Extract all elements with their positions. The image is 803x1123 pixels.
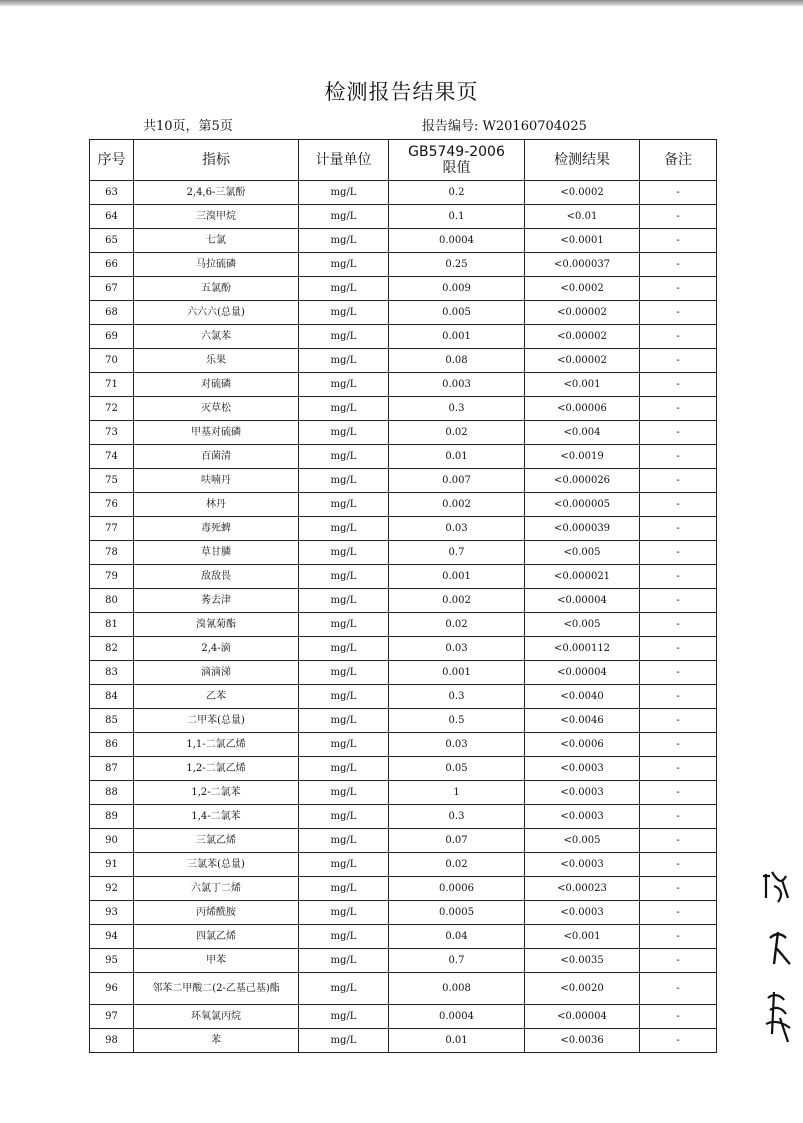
row-note: - — [640, 973, 717, 1005]
table-row — [90, 925, 717, 949]
row-result: <0.0006 — [525, 733, 640, 757]
row-indicator: 三溴甲烷 — [134, 205, 299, 229]
row-no: 92 — [90, 877, 134, 901]
row-result: <0.001 — [525, 925, 640, 949]
row-limit: 0.007 — [389, 469, 525, 493]
row-limit: 0.005 — [389, 301, 525, 325]
table-row — [90, 901, 717, 925]
row-result: <0.005 — [525, 829, 640, 853]
row-unit: mg/L — [299, 301, 389, 325]
row-limit: 0.04 — [389, 925, 525, 949]
row-limit: 0.1 — [389, 205, 525, 229]
header-unit: 计量单位 — [299, 140, 389, 181]
row-no: 69 — [90, 325, 134, 349]
row-note: - — [640, 733, 717, 757]
row-note: - — [640, 493, 717, 517]
row-limit: 0.0005 — [389, 901, 525, 925]
row-result: <0.005 — [525, 613, 640, 637]
row-indicator: 林丹 — [134, 493, 299, 517]
row-no: 73 — [90, 421, 134, 445]
row-unit: mg/L — [299, 349, 389, 373]
row-note: - — [640, 1005, 717, 1029]
row-note: - — [640, 661, 717, 685]
row-no: 93 — [90, 901, 134, 925]
table-row — [90, 829, 717, 853]
row-indicator: 1,2-二氯苯 — [134, 781, 299, 805]
table-row — [90, 853, 717, 877]
table-header-row — [90, 140, 717, 181]
row-no: 71 — [90, 373, 134, 397]
row-unit: mg/L — [299, 949, 389, 973]
row-result: <0.00004 — [525, 661, 640, 685]
row-indicator: 莠去津 — [134, 589, 299, 613]
row-unit: mg/L — [299, 589, 389, 613]
row-no: 70 — [90, 349, 134, 373]
row-indicator: 1,1-二氯乙烯 — [134, 733, 299, 757]
row-note: - — [640, 469, 717, 493]
row-no: 94 — [90, 925, 134, 949]
row-limit: 0.02 — [389, 421, 525, 445]
scan-edge — [0, 0, 803, 6]
row-limit: 0.25 — [389, 253, 525, 277]
page-info: 共10页，第5页 — [143, 119, 233, 134]
header-no: 序号 — [90, 140, 134, 181]
row-limit: 0.2 — [389, 181, 525, 205]
row-no: 90 — [90, 829, 134, 853]
row-indicator: 三氯乙烯 — [134, 829, 299, 853]
row-indicator: 五氯酚 — [134, 277, 299, 301]
row-result: <0.00004 — [525, 1005, 640, 1029]
row-indicator: 七氯 — [134, 229, 299, 253]
row-no: 79 — [90, 565, 134, 589]
row-note: - — [640, 589, 717, 613]
row-indicator: 六氯丁二烯 — [134, 877, 299, 901]
table-row — [90, 349, 717, 373]
report-number-label: 报告编号: — [422, 119, 479, 134]
table-row — [90, 493, 717, 517]
row-result: <0.01 — [525, 205, 640, 229]
row-indicator: 马拉硫磷 — [134, 253, 299, 277]
row-unit: mg/L — [299, 781, 389, 805]
table-row — [90, 781, 717, 805]
row-no: 84 — [90, 685, 134, 709]
table-row — [90, 253, 717, 277]
row-result: <0.000039 — [525, 517, 640, 541]
row-indicator: 灭草松 — [134, 397, 299, 421]
row-result: <0.005 — [525, 541, 640, 565]
row-result: <0.0046 — [525, 709, 640, 733]
row-note: - — [640, 685, 717, 709]
row-limit: 0.02 — [389, 613, 525, 637]
row-note: - — [640, 325, 717, 349]
row-note: - — [640, 445, 717, 469]
page-title: 检测报告结果页 — [324, 80, 479, 104]
row-unit: mg/L — [299, 205, 389, 229]
row-result: <0.00023 — [525, 877, 640, 901]
row-result: <0.00002 — [525, 301, 640, 325]
row-unit: mg/L — [299, 829, 389, 853]
row-limit: 0.7 — [389, 949, 525, 973]
header-limit: 限值 — [442, 160, 471, 176]
header-result: 检测结果 — [525, 140, 640, 181]
table-row — [90, 1029, 717, 1053]
row-limit: 0.03 — [389, 637, 525, 661]
row-note: - — [640, 637, 717, 661]
table-row — [90, 661, 717, 685]
row-result: <0.0040 — [525, 685, 640, 709]
row-no: 76 — [90, 493, 134, 517]
row-indicator: 乐果 — [134, 349, 299, 373]
row-indicator: 四氯乙烯 — [134, 925, 299, 949]
table-row — [90, 373, 717, 397]
row-limit: 0.3 — [389, 685, 525, 709]
row-no: 65 — [90, 229, 134, 253]
row-note: - — [640, 949, 717, 973]
row-result: <0.0003 — [525, 853, 640, 877]
row-result: <0.0001 — [525, 229, 640, 253]
row-result: <0.001 — [525, 373, 640, 397]
row-unit: mg/L — [299, 421, 389, 445]
row-limit: 0.002 — [389, 589, 525, 613]
table-row — [90, 277, 717, 301]
row-indicator: 六六六(总量) — [134, 301, 299, 325]
row-note: - — [640, 541, 717, 565]
table-row — [90, 805, 717, 829]
row-limit: 0.03 — [389, 517, 525, 541]
row-note: - — [640, 397, 717, 421]
row-limit: 0.0004 — [389, 229, 525, 253]
row-unit: mg/L — [299, 253, 389, 277]
row-note: - — [640, 757, 717, 781]
row-unit: mg/L — [299, 685, 389, 709]
row-indicator: 溴氰菊酯 — [134, 613, 299, 637]
row-limit: 1 — [389, 781, 525, 805]
row-no: 63 — [90, 181, 134, 205]
row-no: 96 — [90, 973, 134, 1005]
row-no: 67 — [90, 277, 134, 301]
table-row — [90, 1005, 717, 1029]
row-result: <0.0019 — [525, 445, 640, 469]
table-row — [90, 181, 717, 205]
row-no: 74 — [90, 445, 134, 469]
row-note: - — [640, 301, 717, 325]
row-no: 75 — [90, 469, 134, 493]
row-limit: 0.001 — [389, 325, 525, 349]
table-row — [90, 469, 717, 493]
row-note: - — [640, 901, 717, 925]
table-row — [90, 301, 717, 325]
row-note: - — [640, 565, 717, 589]
table-row — [90, 565, 717, 589]
row-no: 86 — [90, 733, 134, 757]
row-no: 64 — [90, 205, 134, 229]
row-no: 85 — [90, 709, 134, 733]
row-unit: mg/L — [299, 469, 389, 493]
row-unit: mg/L — [299, 373, 389, 397]
row-unit: mg/L — [299, 637, 389, 661]
row-note: - — [640, 1029, 717, 1053]
row-unit: mg/L — [299, 757, 389, 781]
row-result: <0.0020 — [525, 973, 640, 1005]
row-indicator: 2,4-滴 — [134, 637, 299, 661]
table-row — [90, 949, 717, 973]
row-limit: 0.05 — [389, 757, 525, 781]
row-limit: 0.01 — [389, 1029, 525, 1053]
row-note: - — [640, 781, 717, 805]
row-limit: 0.002 — [389, 493, 525, 517]
row-no: 89 — [90, 805, 134, 829]
row-no: 80 — [90, 589, 134, 613]
row-unit: mg/L — [299, 613, 389, 637]
row-note: - — [640, 181, 717, 205]
row-limit: 0.7 — [389, 541, 525, 565]
row-result: <0.00002 — [525, 349, 640, 373]
row-result: <0.004 — [525, 421, 640, 445]
row-no: 81 — [90, 613, 134, 637]
row-no: 68 — [90, 301, 134, 325]
row-no: 97 — [90, 1005, 134, 1029]
row-result: <0.00006 — [525, 397, 640, 421]
table-row — [90, 709, 717, 733]
row-limit: 0.03 — [389, 733, 525, 757]
row-result: <0.000037 — [525, 253, 640, 277]
row-result: <0.0003 — [525, 781, 640, 805]
table-row — [90, 757, 717, 781]
row-unit: mg/L — [299, 1005, 389, 1029]
row-note: - — [640, 277, 717, 301]
row-unit: mg/L — [299, 229, 389, 253]
row-no: 87 — [90, 757, 134, 781]
row-unit: mg/L — [299, 181, 389, 205]
table-row — [90, 205, 717, 229]
row-indicator: 呋喃丹 — [134, 469, 299, 493]
row-no: 95 — [90, 949, 134, 973]
table-row — [90, 637, 717, 661]
row-unit: mg/L — [299, 901, 389, 925]
table-body — [90, 181, 717, 1053]
row-indicator: 丙烯酰胺 — [134, 901, 299, 925]
row-no: 83 — [90, 661, 134, 685]
row-unit: mg/L — [299, 709, 389, 733]
row-indicator: 六氯苯 — [134, 325, 299, 349]
row-no: 78 — [90, 541, 134, 565]
header-indicator: 指标 — [134, 140, 299, 181]
row-unit: mg/L — [299, 1029, 389, 1053]
row-indicator: 甲基对硫磷 — [134, 421, 299, 445]
row-note: - — [640, 349, 717, 373]
header-note: 备注 — [640, 140, 717, 181]
report-number — [422, 115, 587, 134]
row-indicator: 邻苯二甲酸二(2-乙基己基)酯 — [134, 973, 299, 1005]
row-result: <0.00002 — [525, 325, 640, 349]
row-no: 98 — [90, 1029, 134, 1053]
row-unit: mg/L — [299, 733, 389, 757]
row-indicator: 2,4,6-三氯酚 — [134, 181, 299, 205]
row-limit: 0.009 — [389, 277, 525, 301]
row-no: 72 — [90, 397, 134, 421]
row-result: <0.000021 — [525, 565, 640, 589]
row-result: <0.0003 — [525, 757, 640, 781]
row-result: <0.000005 — [525, 493, 640, 517]
row-note: - — [640, 613, 717, 637]
row-unit: mg/L — [299, 325, 389, 349]
row-limit: 0.3 — [389, 805, 525, 829]
row-indicator: 1,2-二氯乙烯 — [134, 757, 299, 781]
header-standard-limit — [389, 140, 525, 181]
table-row — [90, 229, 717, 253]
row-limit: 0.3 — [389, 397, 525, 421]
row-note: - — [640, 805, 717, 829]
row-limit: 0.07 — [389, 829, 525, 853]
row-indicator: 草甘膦 — [134, 541, 299, 565]
table-row — [90, 397, 717, 421]
row-unit: mg/L — [299, 493, 389, 517]
row-note: - — [640, 829, 717, 853]
row-note: - — [640, 205, 717, 229]
row-result: <0.00004 — [525, 589, 640, 613]
table-row — [90, 589, 717, 613]
row-result: <0.0002 — [525, 277, 640, 301]
row-unit: mg/L — [299, 397, 389, 421]
row-unit: mg/L — [299, 565, 389, 589]
header-standard: GB5749-2006 — [408, 144, 505, 160]
row-indicator: 三氯苯(总量) — [134, 853, 299, 877]
row-result: <0.0036 — [525, 1029, 640, 1053]
row-note: - — [640, 421, 717, 445]
table-row — [90, 421, 717, 445]
row-indicator: 乙苯 — [134, 685, 299, 709]
row-indicator: 1,4-二氯苯 — [134, 805, 299, 829]
row-unit: mg/L — [299, 445, 389, 469]
table-row — [90, 325, 717, 349]
row-limit: 0.001 — [389, 565, 525, 589]
row-limit: 0.5 — [389, 709, 525, 733]
row-limit: 0.02 — [389, 853, 525, 877]
row-no: 82 — [90, 637, 134, 661]
row-note: - — [640, 253, 717, 277]
row-unit: mg/L — [299, 925, 389, 949]
row-note: - — [640, 517, 717, 541]
row-limit: 0.0006 — [389, 877, 525, 901]
row-unit: mg/L — [299, 805, 389, 829]
row-indicator: 环氧氯丙烷 — [134, 1005, 299, 1029]
row-result: <0.0002 — [525, 181, 640, 205]
row-no: 77 — [90, 517, 134, 541]
row-indicator: 滴滴涕 — [134, 661, 299, 685]
row-no: 66 — [90, 253, 134, 277]
report-number-value: W20160704025 — [482, 119, 587, 134]
row-indicator: 二甲苯(总量) — [134, 709, 299, 733]
table-row — [90, 541, 717, 565]
row-note: - — [640, 925, 717, 949]
table-row — [90, 877, 717, 901]
row-limit: 0.001 — [389, 661, 525, 685]
row-note: - — [640, 229, 717, 253]
row-limit: 0.0004 — [389, 1005, 525, 1029]
row-result: <0.000026 — [525, 469, 640, 493]
results-table — [89, 139, 717, 1053]
row-result: <0.0003 — [525, 805, 640, 829]
row-result: <0.000112 — [525, 637, 640, 661]
row-note: - — [640, 373, 717, 397]
table-row — [90, 613, 717, 637]
row-indicator: 苯 — [134, 1029, 299, 1053]
row-unit: mg/L — [299, 277, 389, 301]
table-row — [90, 517, 717, 541]
row-unit: mg/L — [299, 661, 389, 685]
row-unit: mg/L — [299, 517, 389, 541]
row-result: <0.0003 — [525, 901, 640, 925]
row-limit: 0.01 — [389, 445, 525, 469]
row-unit: mg/L — [299, 853, 389, 877]
row-limit: 0.08 — [389, 349, 525, 373]
row-unit: mg/L — [299, 877, 389, 901]
row-unit: mg/L — [299, 973, 389, 1005]
table-row — [90, 685, 717, 709]
row-no: 88 — [90, 781, 134, 805]
row-limit: 0.008 — [389, 973, 525, 1005]
row-indicator: 敌敌畏 — [134, 565, 299, 589]
row-note: - — [640, 709, 717, 733]
row-no: 91 — [90, 853, 134, 877]
row-indicator: 对硫磷 — [134, 373, 299, 397]
row-indicator: 毒死蜱 — [134, 517, 299, 541]
row-limit: 0.003 — [389, 373, 525, 397]
row-indicator: 百菌清 — [134, 445, 299, 469]
row-unit: mg/L — [299, 541, 389, 565]
handwritten-signature — [760, 868, 792, 1048]
table-row — [90, 973, 717, 1005]
row-note: - — [640, 877, 717, 901]
row-note: - — [640, 853, 717, 877]
table-row — [90, 733, 717, 757]
row-indicator: 甲苯 — [134, 949, 299, 973]
row-result: <0.0035 — [525, 949, 640, 973]
table-row — [90, 445, 717, 469]
